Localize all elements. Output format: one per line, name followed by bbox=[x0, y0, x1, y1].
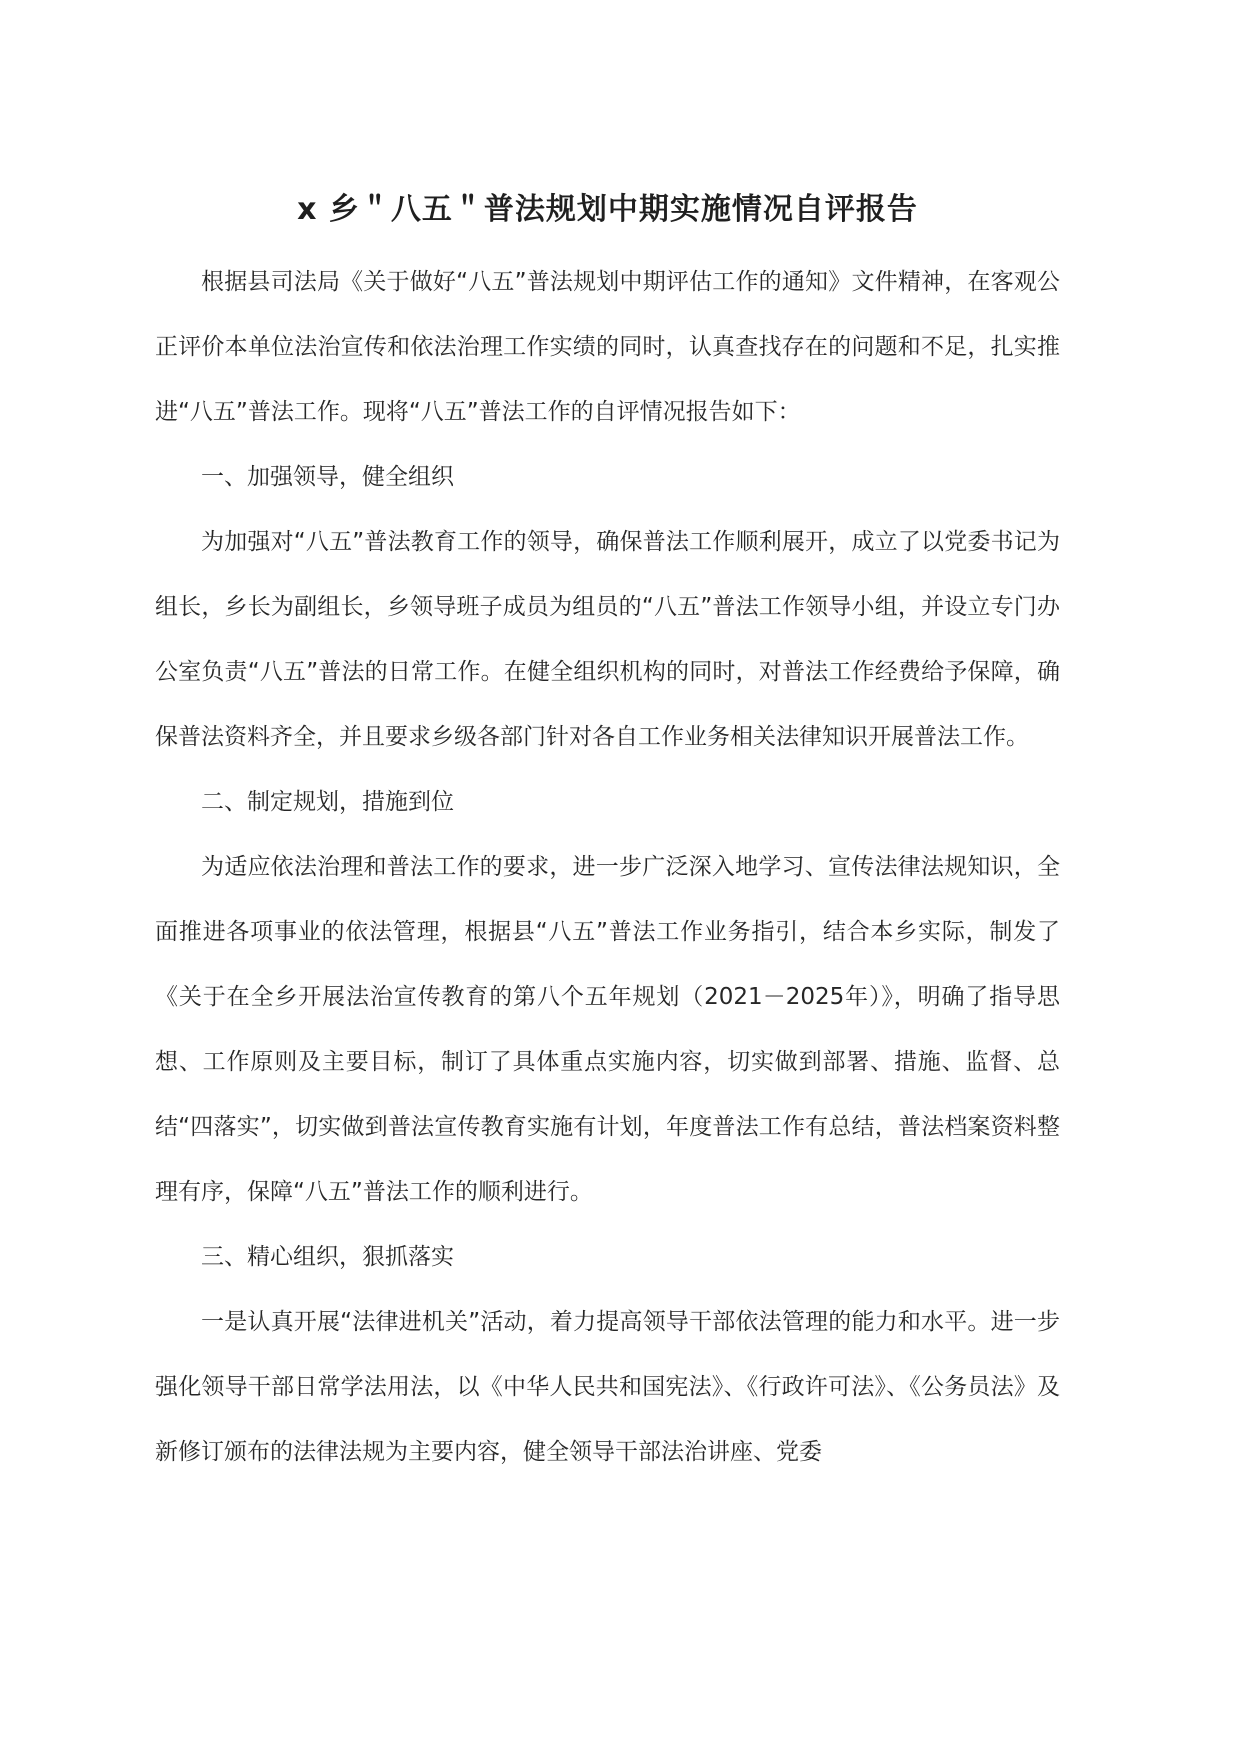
section-body-1: 为加强对“八五”普法教育工作的领导，确保普法工作顺利展开，成立了以党委书记为组长，乡长为副组长，乡领导班子成员为组员的“八五”普法工作领导小组，并设立专门办公室负责“八五”普法的日常工作。在健全组织机构的同时，对普法工作经费给予保障，确保普法资料齐全，并且要求乡级各部门针对各自工作业务相关法律知识开展普法工作。 bbox=[155, 529, 1060, 750]
section-heading-2: 二、制定规划，措施到位 bbox=[201, 789, 454, 815]
document-page bbox=[155, 190, 1060, 1485]
section-body-3: 一是认真开展“法律进机关”活动，着力提高领导干部依法管理的能力和水平。进一步强化领导干部日常学法用法，以《中华人民共和国宪法》、《行政许可法》、《公务员法》及新修订颁布的法律法规为主要内容，健全领导干部法治讲座、党委 bbox=[155, 1309, 1060, 1465]
document-title: x 乡＂八五＂普法规划中期实施情况自评报告 bbox=[297, 192, 918, 227]
section-heading-3: 三、精心组织，狠抓落实 bbox=[201, 1244, 454, 1270]
section-body-2: 为适应依法治理和普法工作的要求，进一步广泛深入地学习、宣传法律法规知识，全面推进各项事业的依法管理，根据县“八五”普法工作业务指引，结合本乡实际，制发了《关于在全乡开展法治宣传教育的第八个五年规划（2021－2025年）》，明确了指导思想、工作原则及主要目标，制订了具体重点实施内容，切实做到部署、措施、监督、总结“四落实”，切实做到普法宣传教育实施有计划，年度普法工作有总结，普法档案资料整理有序，保障“八五”普法工作的顺利进行。 bbox=[155, 854, 1060, 1205]
intro-paragraph: 根据县司法局《关于做好“八五”普法规划中期评估工作的通知》文件精神，在客观公正评价本单位法治宣传和依法治理工作实绩的同时，认真查找存在的问题和不足，扎实推进“八五”普法工作。现将“八五”普法工作的自评情况报告如下： bbox=[155, 269, 1060, 425]
section-heading-1: 一、加强领导，健全组织 bbox=[201, 464, 454, 490]
